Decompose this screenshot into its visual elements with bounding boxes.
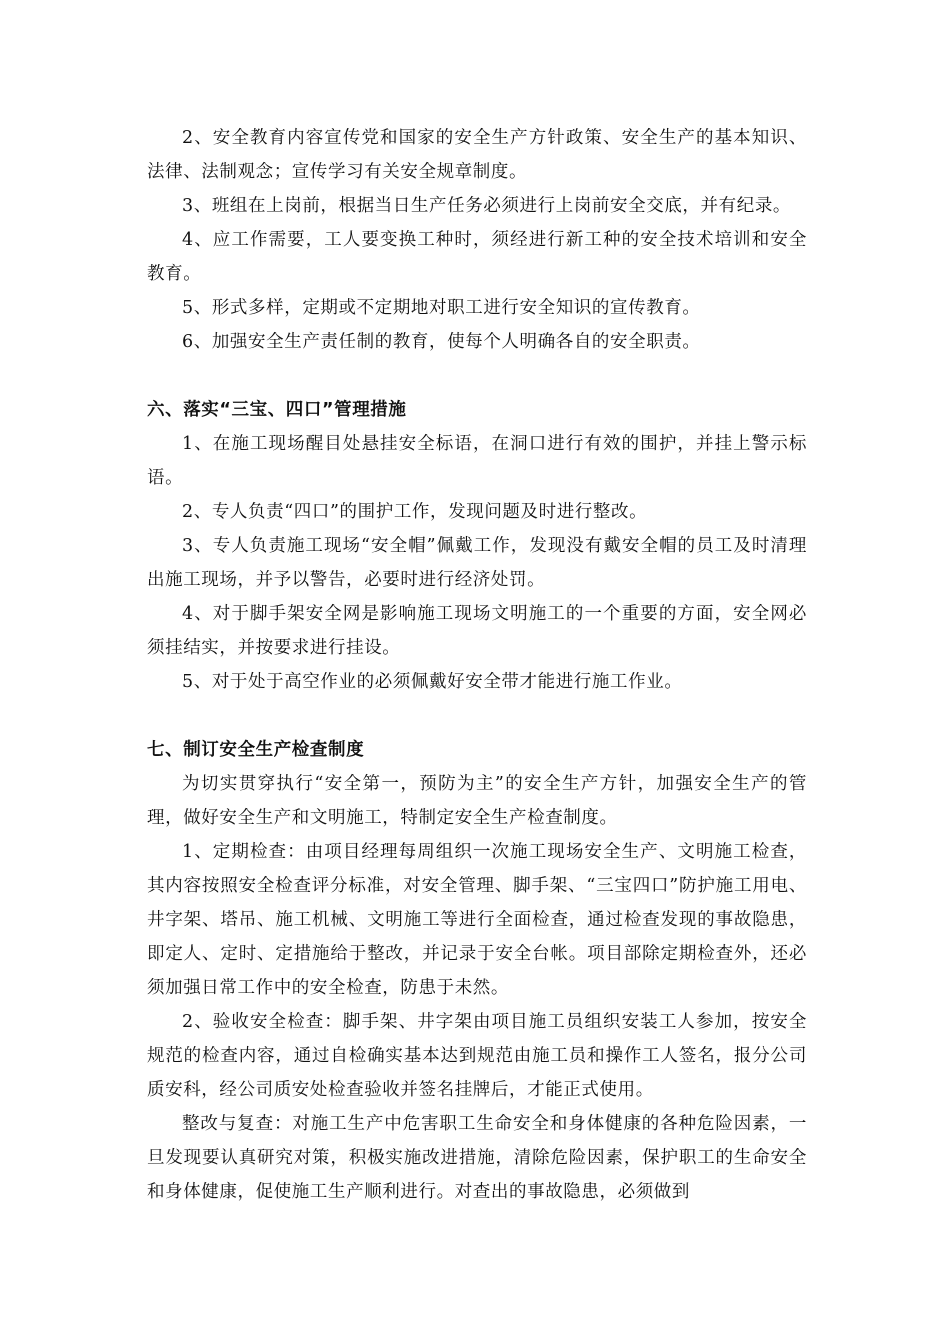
document-page: [147, 121, 807, 1209]
paragraph: 2、验收安全检查：脚手架、井字架由项目施工员组织安装工人参加，按安全规范的检查内容，通过自检确实基本达到规范由施工员和操作工人签名，报分公司质安科，经公司质安处检查验收并签名挂牌后，才能正式使用。: [147, 1012, 807, 1100]
paragraph: 6、加强安全生产责任制的教育，使每个人明确各自的安全职责。: [182, 332, 701, 352]
paragraph: 4、对于脚手架安全网是影响施工现场文明施工的一个重要的方面，安全网必须挂结实，并按要求进行挂设。: [147, 604, 807, 658]
paragraph: 整改与复查：对施工生产中危害职工生命安全和身体健康的各种危险因素，一旦发现要认真研究对策，积极实施改进措施，清除危险因素，保护职工的生命安全和身体健康，促使施工生产顺利进行。对查出的事故隐患，必须做到: [147, 1114, 807, 1202]
paragraph: 为切实贯穿执行“安全第一，预防为主”的安全生产方针，加强安全生产的管理，做好安全生产和文明施工，特制定安全生产检查制度。: [147, 774, 807, 828]
paragraph: 2、安全教育内容宣传党和国家的安全生产方针政策、安全生产的基本知识、法律、法制观念；宣传学习有关安全规章制度。: [147, 128, 807, 182]
spacer: [147, 699, 807, 733]
section-heading-6: 六、落实“三宝、四口”管理措施: [147, 400, 407, 420]
spacer: [147, 359, 807, 393]
paragraph: 1、在施工现场醒目处悬挂安全标语，在洞口进行有效的围护，并挂上警示标语。: [147, 434, 807, 488]
paragraph: 5、对于处于高空作业的必须佩戴好安全带才能进行施工作业。: [182, 672, 683, 692]
paragraph: 1、定期检查：由项目经理每周组织一次施工现场安全生产、文明施工检查，其内容按照安全检查评分标准，对安全管理、脚手架、“三宝四口”防护施工用电、井字架、塔吊、施工机械、文明施工等进行全面检查，通过检查发现的事故隐患，即定人、定时、定措施给于整改，并记录于安全台帐。项目部除定期检查外，还必须加强日常工作中的安全检查，防患于未然。: [147, 842, 807, 998]
paragraph: 2、专人负责“四口”的围护工作，发现问题及时进行整改。: [182, 502, 648, 522]
paragraph: 4、应工作需要，工人要变换工种时，须经进行新工种的安全技术培训和安全教育。: [147, 230, 807, 284]
paragraph: 3、专人负责施工现场“安全帽”佩戴工作，发现没有戴安全帽的员工及时清理出施工现场，并予以警告，必要时进行经济处罚。: [147, 536, 807, 590]
section-heading-7: 七、制订安全生产检查制度: [147, 740, 365, 760]
paragraph: 5、形式多样，定期或不定期地对职工进行安全知识的宣传教育。: [182, 298, 701, 318]
paragraph: 3、班组在上岗前，根据当日生产任务必须进行上岗前安全交底，并有纪录。: [182, 196, 792, 216]
